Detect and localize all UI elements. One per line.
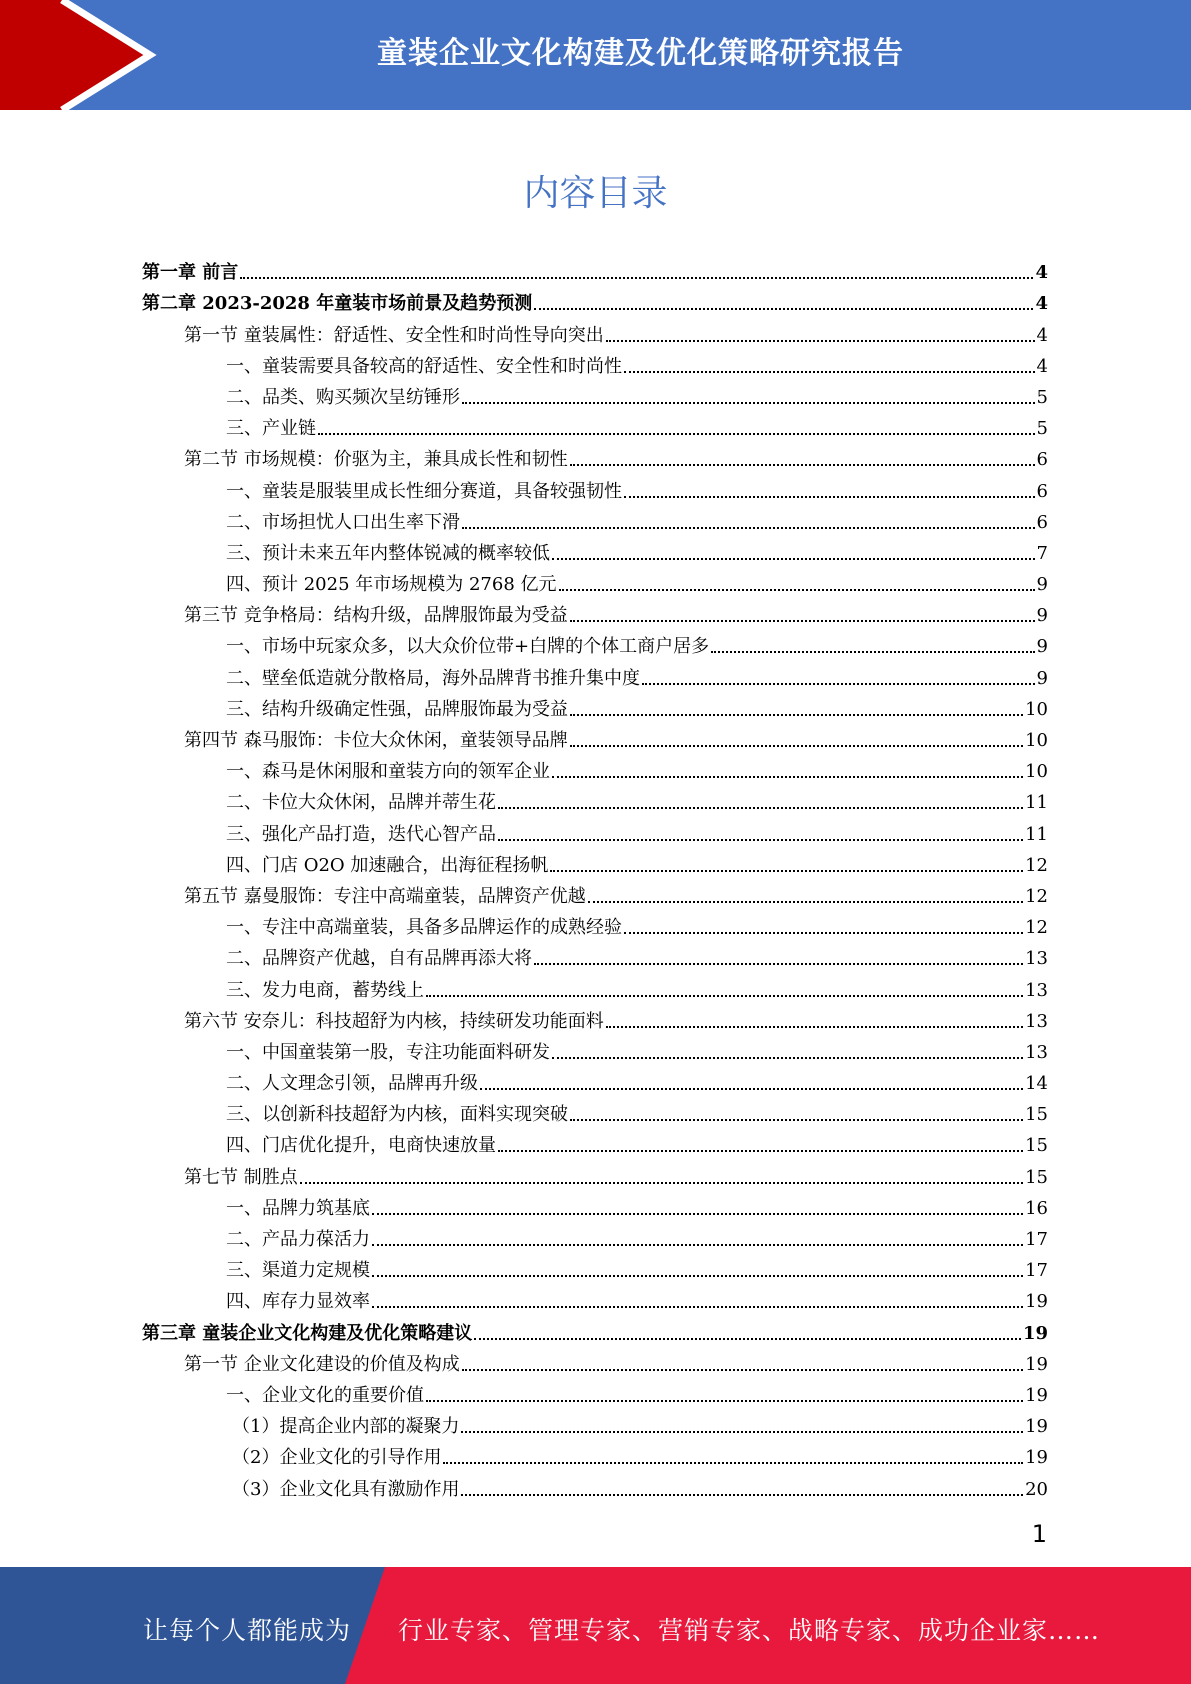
toc-entry-label: （2）企业文化的引导作用 xyxy=(232,1447,442,1469)
toc-dot-leader xyxy=(552,776,1023,778)
toc-dot-leader xyxy=(550,870,1023,872)
toc-entry[interactable] xyxy=(142,285,1048,316)
toc-entry[interactable] xyxy=(142,940,1048,971)
toc-entry-label: 第一章 前言 xyxy=(142,262,239,284)
toc-dot-leader xyxy=(552,558,1035,560)
toc-entry-label: 第一节 童装属性：舒适性、安全性和时尚性导向突出 xyxy=(184,324,604,346)
toc-entry-page: 4 xyxy=(1035,262,1048,284)
toc-entry-page: 10 xyxy=(1025,698,1048,720)
toc-entry-label: 一、专注中高端童装，具备多品牌运作的成熟经验 xyxy=(226,917,622,939)
toc-dot-leader xyxy=(624,932,1023,934)
toc-dot-leader xyxy=(624,496,1035,498)
toc-entry-label: 第二章 2023-2028 年童装市场前景及趋势预测 xyxy=(142,293,533,315)
toc-entry[interactable] xyxy=(142,1408,1048,1439)
toc-dot-leader xyxy=(426,995,1023,997)
toc-entry-page: 12 xyxy=(1025,854,1048,876)
toc-dot-leader xyxy=(498,807,1023,809)
toc-dot-leader xyxy=(240,277,1033,279)
toc-entry-label: 二、壁垒低造就分散格局，海外品牌背书推升集中度 xyxy=(226,667,640,689)
toc-entry[interactable] xyxy=(142,1314,1048,1345)
toc-dot-leader xyxy=(480,1088,1023,1090)
toc-entry-label: 二、人文理念引领，品牌再升级 xyxy=(226,1073,478,1095)
toc-entry[interactable] xyxy=(142,1158,1048,1189)
toc-entry-label: 三、强化产品打造，迭代心智产品 xyxy=(226,823,496,845)
toc-entry[interactable] xyxy=(142,410,1048,441)
toc-heading: 内容目录 xyxy=(523,173,668,214)
toc-entry-page: 9 xyxy=(1036,667,1048,689)
toc-entry-page: 4 xyxy=(1035,293,1048,315)
toc-dot-leader xyxy=(372,1306,1023,1308)
toc-dot-leader xyxy=(498,1150,1023,1152)
toc-entry[interactable] xyxy=(142,379,1048,410)
toc-entry-label: 第一节 企业文化建设的价值及构成 xyxy=(184,1353,460,1375)
toc-entry-label: 三、以创新科技超舒为内核，面料实现突破 xyxy=(226,1104,568,1126)
toc-entry[interactable] xyxy=(142,597,1048,628)
toc-dot-leader xyxy=(559,589,1035,591)
toc-dot-leader xyxy=(498,839,1023,841)
toc-entry-page: 13 xyxy=(1025,979,1048,1001)
toc-entry-label: 三、渠道力定规模 xyxy=(226,1260,370,1282)
toc-dot-leader xyxy=(462,402,1035,404)
toc-entry-page: 15 xyxy=(1025,1166,1048,1188)
toc-entry-label: 第三节 竞争格局：结构升级，品牌服饰最为受益 xyxy=(184,605,568,627)
toc-entry[interactable] xyxy=(142,535,1048,566)
toc-entry-page: 15 xyxy=(1025,1104,1048,1126)
toc-dot-leader xyxy=(642,683,1035,685)
toc-entry-label: （1）提高企业内部的凝聚力 xyxy=(232,1416,460,1438)
toc-entry-label: 第六节 安奈儿：科技超舒为内核，持续研发功能面料 xyxy=(184,1010,604,1032)
toc-entry[interactable] xyxy=(142,1034,1048,1065)
toc-dot-leader xyxy=(534,963,1023,965)
toc-dot-leader xyxy=(711,651,1034,653)
table-of-contents xyxy=(142,254,1048,1502)
toc-entry[interactable] xyxy=(142,878,1048,909)
toc-entry-label: （3）企业文化具有激励作用 xyxy=(232,1478,460,1500)
toc-entry-page: 10 xyxy=(1025,761,1048,783)
toc-entry-label: 三、发力电商，蓄势线上 xyxy=(226,979,424,1001)
toc-entry-page: 11 xyxy=(1025,792,1048,814)
toc-entry[interactable] xyxy=(142,1221,1048,1252)
toc-entry-label: 一、品牌力筑基底 xyxy=(226,1197,370,1219)
toc-entry[interactable] xyxy=(142,971,1048,1002)
toc-entry-page: 12 xyxy=(1025,885,1048,907)
toc-dot-leader xyxy=(534,308,1033,310)
toc-entry[interactable] xyxy=(142,722,1048,753)
toc-entry[interactable] xyxy=(142,1346,1048,1377)
toc-dot-leader xyxy=(588,901,1023,903)
toc-entry-page: 10 xyxy=(1025,730,1048,751)
toc-entry-label: 第三章 童装企业文化构建及优化策略建议 xyxy=(142,1322,473,1344)
toc-entry[interactable] xyxy=(142,659,1048,690)
toc-dot-leader xyxy=(570,464,1035,466)
report-title: 童装企业文化构建及优化策略研究报告 xyxy=(377,36,904,71)
toc-entry[interactable] xyxy=(142,1003,1048,1034)
toc-entry-page: 16 xyxy=(1025,1197,1048,1219)
toc-entry-label: 一、中国童装第一股，专注功能面料研发 xyxy=(226,1041,550,1063)
toc-entry-page: 13 xyxy=(1025,948,1048,970)
toc-entry-label: 第二节 市场规模：价驱为主，兼具成长性和韧性 xyxy=(184,449,568,471)
toc-dot-leader xyxy=(426,1400,1023,1402)
toc-entry[interactable] xyxy=(142,1065,1048,1096)
toc-dot-leader xyxy=(372,1244,1023,1246)
toc-entry-page: 13 xyxy=(1025,1041,1048,1063)
toc-entry-label: 一、童装需要具备较高的舒适性、安全性和时尚性 xyxy=(226,355,622,377)
toc-entry-label: 三、产业链 xyxy=(226,418,316,440)
toc-entry[interactable] xyxy=(142,254,1048,285)
toc-entry-label: 二、卡位大众休闲，品牌并蒂生花 xyxy=(226,792,496,814)
page-footer xyxy=(0,1567,1191,1684)
toc-entry[interactable] xyxy=(142,847,1048,878)
toc-entry-page: 6 xyxy=(1036,480,1048,502)
toc-entry[interactable] xyxy=(142,628,1048,659)
toc-dot-leader xyxy=(443,1462,1023,1464)
toc-entry-label: 一、企业文化的重要价值 xyxy=(226,1384,424,1406)
toc-entry-label: 一、市场中玩家众多，以大众价位带+白牌的个体工商户居多 xyxy=(226,636,710,658)
toc-entry-label: 三、结构升级确定性强，品牌服饰最为受益 xyxy=(226,698,568,720)
toc-entry-label: 二、市场担忧人口出生率下滑 xyxy=(226,511,460,533)
toc-dot-leader xyxy=(372,1275,1023,1277)
toc-entry-page: 15 xyxy=(1025,1135,1048,1157)
toc-entry-label: 二、产品力葆活力 xyxy=(226,1229,370,1250)
toc-entry[interactable] xyxy=(142,1190,1048,1221)
toc-entry-label: 二、品牌资产优越，自有品牌再添大将 xyxy=(226,948,532,970)
toc-entry-label: 一、森马是休闲服和童装方向的领军企业 xyxy=(226,761,550,783)
toc-entry-page: 14 xyxy=(1025,1073,1048,1095)
toc-entry-label: 四、门店优化提升，电商快速放量 xyxy=(226,1135,496,1157)
toc-entry-page: 19 xyxy=(1025,1416,1048,1438)
page-number: 1 xyxy=(1031,1520,1047,1548)
toc-entry[interactable] xyxy=(142,815,1048,846)
toc-dot-leader xyxy=(570,620,1035,622)
toc-entry-page: 19 xyxy=(1022,1322,1048,1344)
toc-entry-label: 四、预计 2025 年市场规模为 2768 亿元 xyxy=(226,574,557,596)
footer-slogan-right: 行业专家、管理专家、营销专家、战略专家、成功企业家…… xyxy=(398,1616,1101,1645)
toc-entry[interactable] xyxy=(142,691,1048,722)
toc-entry-page: 19 xyxy=(1025,1447,1048,1469)
toc-entry-page: 6 xyxy=(1036,449,1048,471)
toc-entry[interactable] xyxy=(142,1377,1048,1408)
toc-entry-page: 4 xyxy=(1036,324,1048,346)
toc-entry-page: 4 xyxy=(1036,355,1048,377)
toc-entry-label: 第七节 制胜点 xyxy=(184,1166,298,1188)
toc-entry-label: 四、门店 O2O 加速融合，出海征程扬帆 xyxy=(226,854,549,876)
toc-entry-label: 三、预计未来五年内整体锐减的概率较低 xyxy=(226,542,550,564)
toc-entry-page: 17 xyxy=(1025,1260,1048,1282)
toc-dot-leader xyxy=(300,1182,1023,1184)
toc-dot-leader xyxy=(462,527,1035,529)
toc-entry-label: 第四节 森马服饰：卡位大众休闲，童装领导品牌 xyxy=(184,730,568,751)
toc-dot-leader xyxy=(462,1369,1023,1371)
toc-entry[interactable] xyxy=(142,1439,1048,1470)
toc-entry-page: 19 xyxy=(1025,1384,1048,1406)
toc-entry-page: 19 xyxy=(1025,1291,1048,1313)
toc-entry[interactable] xyxy=(142,1127,1048,1158)
toc-dot-leader xyxy=(606,1026,1023,1028)
toc-dot-leader xyxy=(570,745,1023,747)
toc-entry[interactable] xyxy=(142,504,1048,535)
toc-entry-page: 5 xyxy=(1036,418,1048,440)
toc-entry-page: 7 xyxy=(1036,542,1048,564)
toc-entry[interactable] xyxy=(142,316,1048,347)
toc-entry-label: 第五节 嘉曼服饰：专注中高端童装，品牌资产优越 xyxy=(184,885,586,907)
toc-entry-page: 19 xyxy=(1025,1353,1048,1375)
toc-entry[interactable] xyxy=(142,753,1048,784)
toc-dot-leader xyxy=(552,1057,1023,1059)
toc-entry[interactable] xyxy=(142,441,1048,472)
toc-entry-page: 9 xyxy=(1036,574,1048,596)
toc-entry[interactable] xyxy=(142,909,1048,940)
toc-dot-leader xyxy=(570,714,1023,716)
toc-entry-page: 20 xyxy=(1025,1478,1048,1500)
toc-entry[interactable] xyxy=(142,1283,1048,1314)
toc-dot-leader xyxy=(461,1494,1023,1496)
toc-entry[interactable] xyxy=(142,1096,1048,1127)
toc-entry-page: 6 xyxy=(1036,511,1048,533)
toc-entry[interactable] xyxy=(142,1252,1048,1283)
toc-entry-label: 一、童装是服装里成长性细分赛道，具备较强韧性 xyxy=(226,480,622,502)
toc-entry-page: 12 xyxy=(1025,917,1048,939)
toc-entry[interactable] xyxy=(142,566,1048,597)
page-header xyxy=(0,0,1191,110)
toc-entry[interactable] xyxy=(142,1470,1048,1501)
toc-dot-leader xyxy=(461,1431,1023,1433)
toc-dot-leader xyxy=(570,1119,1023,1121)
toc-entry-page: 17 xyxy=(1025,1229,1048,1250)
toc-entry-page: 11 xyxy=(1025,823,1048,845)
toc-dot-leader xyxy=(318,433,1035,435)
toc-dot-leader xyxy=(606,340,1035,342)
toc-entry-page: 9 xyxy=(1036,636,1048,658)
toc-entry-page: 13 xyxy=(1025,1010,1048,1032)
toc-entry[interactable] xyxy=(142,472,1048,503)
toc-dot-leader xyxy=(474,1338,1021,1340)
toc-dot-leader xyxy=(624,371,1035,373)
toc-entry[interactable] xyxy=(142,348,1048,379)
toc-dot-leader xyxy=(372,1213,1023,1215)
toc-entry-label: 二、品类、购买频次呈纺锤形 xyxy=(226,386,460,408)
toc-entry-page: 9 xyxy=(1036,605,1048,627)
toc-entry-label: 四、库存力显效率 xyxy=(226,1291,370,1313)
toc-entry-page: 5 xyxy=(1036,386,1048,408)
toc-entry[interactable] xyxy=(142,784,1048,815)
footer-slogan-left: 让每个人都能成为 xyxy=(143,1616,352,1645)
